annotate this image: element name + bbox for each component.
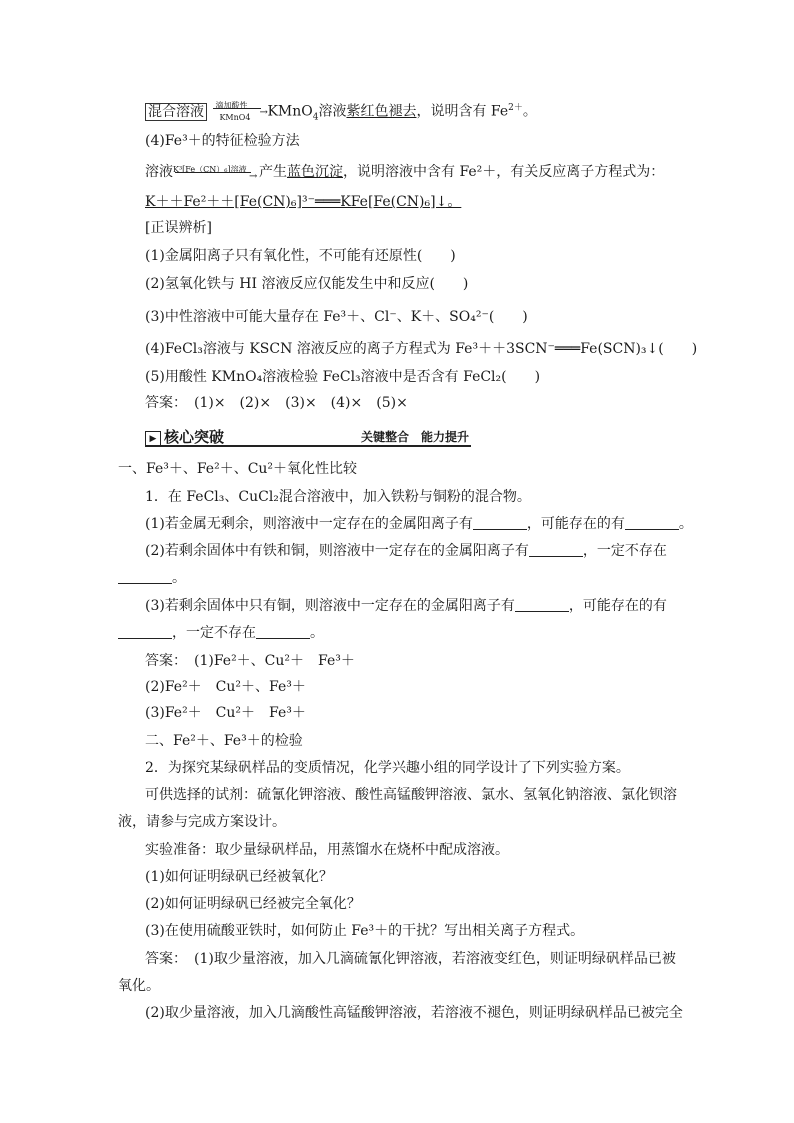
q1-part2-cont: 。 [118, 568, 186, 588]
judgement-4: (4)FeCl₃溶液与 KSCN 溶液反应的离子方程式为 Fe³＋＋3SCN⁻═══Fe(SCN)₃↓( ) [145, 341, 698, 357]
correction-heading: [正误辨析] [145, 220, 212, 236]
answer-2: 答案： (1)Fe²＋、Cu²＋ Fe³＋ [145, 653, 355, 669]
judgement-3: (3)中性溶液中可能大量存在 Fe³＋、Cl⁻、K＋、SO₄²⁻( ) [145, 309, 528, 325]
question-1: 1．在 FeCl₃、CuCl₂混合溶液中，加入铁粉与铜粉的混合物。 [145, 489, 531, 505]
question-2: 2．为探究某绿矾样品的变质情况，化学兴趣小组的同学设计了下列实验方案。 [145, 760, 630, 776]
judgement-2: (2)氢氧化铁与 HI 溶液反应仅能发生中和反应( ) [145, 276, 469, 292]
reagents: 可供选择的试剂：硫氰化钾溶液、酸性高锰酸钾溶液、氯水、氢氧化钠溶液、氯化钡溶 [145, 787, 677, 803]
line-1: 混合溶液 滴加酸性 → KMnO4 KMnO$_4$溶液紫红色褪去，说明含有 $Fe^{2+}$。 [145, 98, 537, 127]
judgement-5: (5)用酸性 KMnO₄溶液检验 FeCl₃溶液中是否含有 FeCl₂( ) [145, 369, 541, 385]
line-2: (4)Fe³＋的特征检验方法 [145, 133, 300, 149]
play-icon: ▶ [145, 431, 161, 447]
q1-part1: (1)若金属无剩余，则溶液中一定存在的金属阳离子有 ，可能存在的有 。 [145, 516, 693, 532]
section-header: ▶ 核心突破 关键整合 能力提升 [145, 425, 471, 447]
reagents-cont: 液，请参与完成方案设计。 [118, 814, 286, 830]
answer-blank[interactable] [118, 624, 172, 639]
q2-part2: (2)如何证明绿矾已经被完全氧化？ [145, 896, 361, 912]
answer-blank[interactable] [473, 515, 527, 530]
judgement-1: (1)金属阳离子只有氧化性，不可能有还原性( ) [145, 248, 456, 264]
answer-blank[interactable] [529, 542, 583, 557]
q2-part3: (3)在使用硫酸亚铁时，如何防止 Fe³＋的干扰？写出相关离子方程式。 [145, 923, 585, 939]
answer-blank[interactable] [256, 624, 310, 639]
heading-detection: 二、Fe²＋、Fe³＋的检验 [145, 733, 303, 749]
answer-blank[interactable] [625, 515, 679, 530]
q1-part2: (2)若剩余固体中有铁和铜，则溶液中一定存在的金属阳离子有 ，一定不存在 [145, 543, 667, 559]
answer-3b: (2)取少量溶液，加入几滴酸性高锰酸钾溶液，若溶液不褪色，则证明绿矾样品已被完全 [145, 1005, 683, 1021]
answer-1: 答案： (1)× (2)× (3)× (4)× (5)× [145, 395, 408, 411]
answer-2c: (3)Fe²＋ Cu²＋ Fe³＋ [145, 705, 306, 721]
answer-2b: (2)Fe²＋ Cu²＋、Fe³＋ [145, 679, 306, 695]
answer-3-cont: 氧化。 [118, 978, 160, 994]
answer-blank[interactable] [118, 569, 172, 584]
heading-oxidation: 一、Fe³＋、Fe²＋、Cu²＋氧化性比较 [118, 461, 358, 477]
ionic-equation: K＋＋Fe²＋＋[Fe(CN)₆]³⁻═══KFe[Fe(CN)₆]↓。 [145, 194, 462, 210]
reaction-arrow: 滴加酸性 → KMnO4 [215, 101, 268, 122]
prep: 实验准备：取少量绿矾样品，用蒸馏水在烧杯中配成溶液。 [145, 842, 509, 858]
reaction-arrow-2: K³[Fe（CN）₆]溶液 → [173, 165, 258, 182]
line-3: 溶液 K³[Fe（CN）₆]溶液 → 产生蓝色沉淀，说明溶液中含有 Fe²＋，有关反应离子方程式为： [145, 164, 665, 182]
answer-3: 答案： (1)取少量溶液，加入几滴硫氰化钾溶液，若溶液变红色，则证明绿矾样品已被 [145, 951, 676, 967]
q1-part3-cont: ，一定不存在 。 [118, 623, 324, 643]
mixed-solution-box: 混合溶液 [145, 103, 207, 121]
q2-part1: (1)如何证明绿矾已经被氧化？ [145, 869, 333, 885]
q1-part3: (3)若剩余固体中只有铜，则溶液中一定存在的金属阳离子有 ，可能存在的有 [145, 598, 667, 614]
answer-blank[interactable] [515, 597, 569, 612]
